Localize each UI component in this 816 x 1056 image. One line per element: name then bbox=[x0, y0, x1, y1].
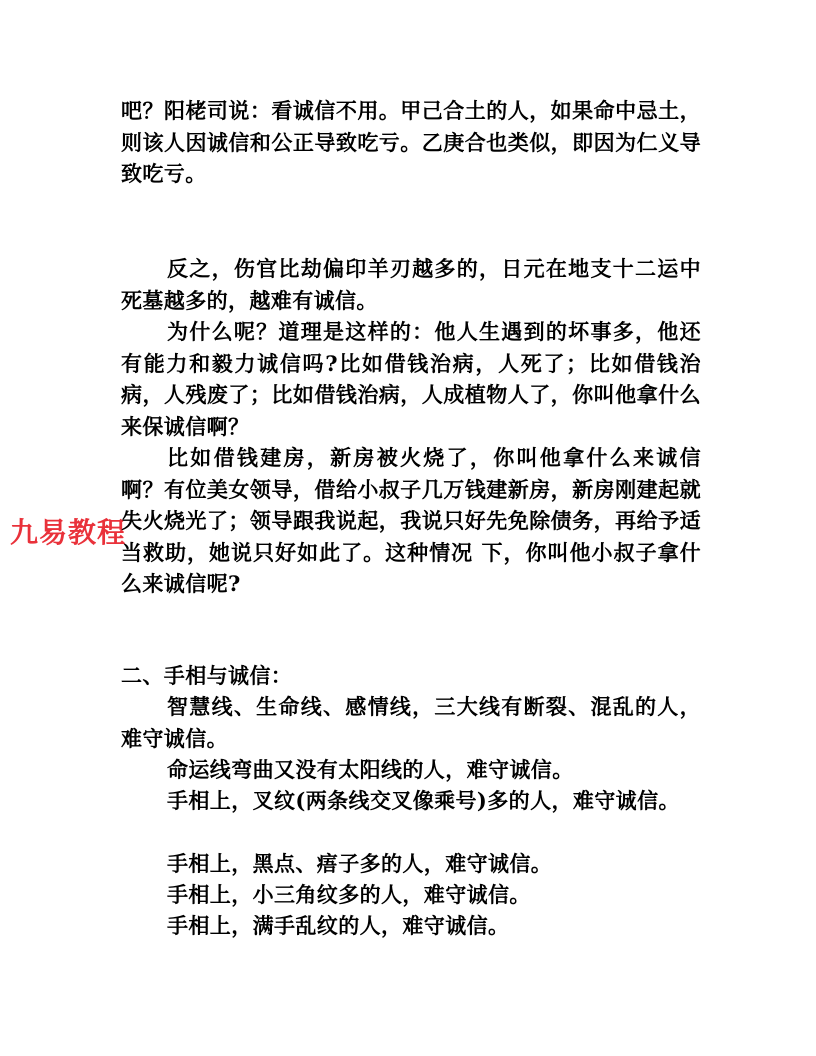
paragraph-cross-marks: 手相上，叉纹(两条线交叉像乘号)多的人，难守诚信。 bbox=[167, 788, 680, 813]
paragraph-why: 为什么呢？道理是这样的：他人生遇到的坏事多，他还有能力和毅力诚信吗?比如借钱治病，人死了；比如借钱治病，人残废了；比如借钱治病，人成植物人了，你叫他拿什么来保诚信啊？ bbox=[121, 319, 701, 439]
paragraph-three-lines: 智慧线、生命线、感情线，三大线有断裂、混乱的人，难守诚信。 bbox=[121, 694, 701, 751]
section-heading-palmistry: 二、手相与诚信： bbox=[121, 663, 293, 688]
paragraph-house-example: 比如借钱建房，新房被火烧了，你叫他拿什么来诚信啊？有位美女领导，借给小叔子几万钱建新房，新房刚建起就失火烧光了；领导跟我说起，我说只好先免除债务，再给予适当救助，她说只好如此了。这种情况 下，你叫他小叔子拿什么来诚信呢? bbox=[121, 445, 701, 596]
paragraph-black-dots: 手相上，黑点、痦子多的人，难守诚信。 bbox=[167, 851, 553, 876]
paragraph-conversely: 反之，伤官比劫偏印羊刃越多的，日元在地支十二运中死墓越多的，越难有诚信。 bbox=[121, 256, 701, 313]
watermark-logo: 九易教程 bbox=[10, 516, 127, 549]
paragraph-messy-lines: 手相上，满手乱纹的人，难守诚信。 bbox=[167, 913, 510, 938]
paragraph-heguo-integrity: 吧？阳栳司说：看诚信不用。甲己合土的人，如果命中忌土，则该人因诚信和公正导致吃亏。乙庚合也类似，即因为仁义导致吃亏。 bbox=[121, 98, 701, 186]
paragraph-triangles: 手相上，小三角纹多的人，难守诚信。 bbox=[167, 882, 531, 907]
paragraph-fate-line: 命运线弯曲又没有太阳线的人，难守诚信。 bbox=[167, 757, 574, 782]
